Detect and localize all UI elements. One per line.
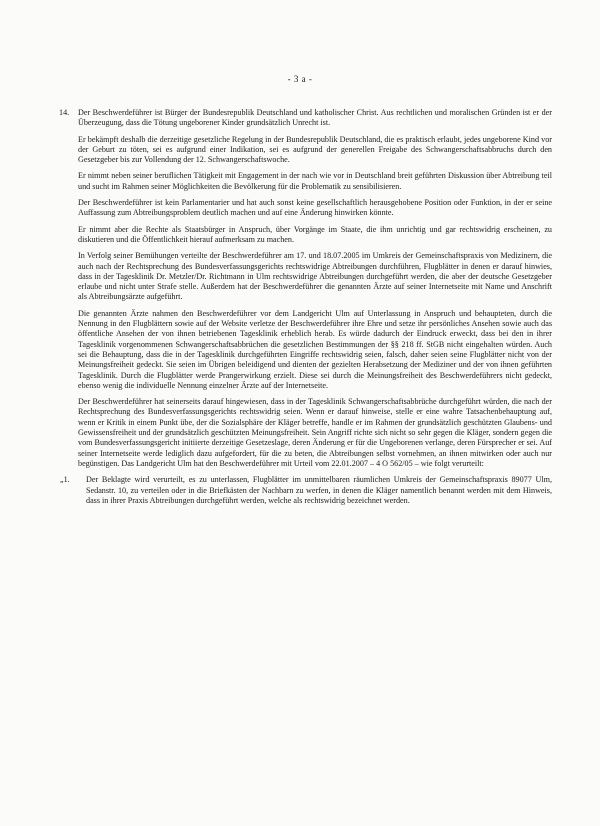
paragraph: Er bekämpft deshalb die derzeitige gesetzliche Regelung in der Bundesrepublik Deutschland, die es praktisch erlaubt, jedes ungeborene Kind vor der Geburt zu töten, sei es aufgrund einer Indikation, sei es aufgrund der generellen Freigabe des Schwangerschaftsabbruchs durch den Gesetzgeber bis zur Vollendung der 12. Schwangerschaftswoche. <box>78 134 552 165</box>
quote-number: „1. <box>60 475 70 485</box>
paragraph: In Verfolg seiner Bemühungen verteilte der Beschwerdeführer am 17. und 18.07.2005 im Umkreis der Gemeinschaftspraxis von Medizinern, die auch nach der Rechtsprechung des Bundesverfassungsgerichts rechtswidrige Abtreibungen durchführen, Flugblätter in denen er darauf hinwies, dass in der Tagesklinik Dr. Metzler/Dr. Richtmann in Ulm rechtswidrige Abtreibungen durchgeführt werden, die aber der deutsche Gesetzgeber erlaube und nicht unter Strafe stelle. Außerdem hat der Beschwerdeführer die genannten Ärzte auf seiner Internetseite mit Name und Anschrift als Abtreibungsärzte aufgeführt. <box>78 251 552 302</box>
paragraph: Die genannten Ärzte nahmen den Beschwerdeführer vor dem Landgericht Ulm auf Unterlassung in Anspruch und behaupteten, durch die Nennung in den Flugblättern sowie auf der Website verletze der Beschwerdeführer ihre Ehre und setze ihr persönliches Ansehen sowie auch das öffentliche Ansehen der von ihnen betriebenen Tagesklinik erheblich herab. Es würde dadurch der Eindruck erweckt, dass bei den in ihrer Tagesklinik vorgenommenen Schwangerschaftsabbrüchen die gesetzlichen Bestimmungen der §§ 218 ff. StGB nicht eingehalten würden. Auch sei die Behauptung, dass die in der Tagesklinik durchgeführten Eingriffe rechtswidrig seien, falsch, daher seien seine Flugblätter nicht von der Meinungsfreiheit gedeckt. Sie seien im Übrigen beleidigend und dienten der gezielten Herabsetzung der Mediziner und der von ihnen geführten Tagesklinik. Durch die Flugblätter werde Prangerwirkung erzielt. Diese sei durch die Meinungsfreiheit des Beschwerdeführers nicht gedeckt, ebenso wenig die individuelle Nennung einzelner Ärzte auf der Internetseite. <box>78 308 552 390</box>
paragraph: Der Beschwerdeführer ist Bürger der Bundesrepublik Deutschland und katholischer Christ. Aus rechtlichen und moralischen Gründen ist er der Überzeugung, dass die Tötung ungeborener Kinder grundsätzlich Unrecht ist. <box>78 108 552 128</box>
paragraph: Er nimmt neben seiner beruflichen Tätigkeit mit Engagement in der nach wie vor in Deutschland breit geführten Diskussion über Abtreibung teil und sucht im Rahmen seiner Möglichkeiten die Bevölkerung für die Problematik zu sensibilisieren. <box>78 171 552 191</box>
paragraph: Er nimmt aber die Rechte als Staatsbürger in Anspruch, über Vorgänge im Staate, die ihm unrichtig und gar rechtswidrig erscheinen, zu diskutieren und die Öffentlichkeit hierauf aufmerksam zu machen. <box>78 224 552 244</box>
document-body <box>59 108 552 506</box>
paragraph: Der Beschwerdeführer ist kein Parlamentarier und hat auch sonst keine gesellschaftlich herausgehobene Position oder Funktion, in der er seine Auffassung zum Abtreibungsproblem deutlich machen und auf eine Änderung hinwirken könnte. <box>78 198 552 218</box>
numbered-item <box>59 108 552 129</box>
paragraph: Der Beschwerdeführer hat seinerseits darauf hingewiesen, dass in der Tagesklinik Schwangerschaftsabbrüche durchgeführt würden, die nach der Rechtsprechung des Bundesverfassungsgerichts rechtswidrig seien. Wenn er darauf hinweise, stelle er eine wahre Tatsachenbehauptung auf, wenn er Kritik in einem Punkt übe, der die Sozialsphäre der Kläger betreffe, handle er im Rahmen der grundsätzlich geschützten Glaubens- und Gewissensfreiheit und der grundsätzlich geschützten Meinungsfreiheit. Sein Angriff richte sich nicht so sehr gegen die Kläger, sondern gegen die vom Bundesverfassungsgericht initiierte derzeitige Gesetzeslage, deren Änderung er für die Ungeborenen verlange, deren Fürsprecher er sei. Auf seiner Internetseite werde lediglich dazu aufgefordert, für die zu beten, die Abtreibungen selbst vornehmen, an ihnen mitwirken oder auch nur begünstigen. Das Landgericht Ulm hat den Beschwerdeführer mit Urteil vom 22.01.2007 – 4 O 562/05 – wie folgt verurteilt: <box>78 397 552 468</box>
page-number: - 3 a - <box>287 74 313 84</box>
quote-text: Der Beklagte wird verurteilt, es zu unterlassen, Flugblätter im unmittelbaren räumlichen Umkreis der Gemeinschaftspraxis 89077 Ulm, Sedanstr. 10, zu verteilen oder in die Briefkästen der Nachbarn zu werfen, in denen die Kläger namentlich benannt werden mit dem Hinweis, dass in ihrer Praxis Abtreibungen durchgeführt werden, welche als rechtswidrig bezeichnet werden. <box>86 475 552 505</box>
item-number: 14. <box>59 108 70 117</box>
judgment-quote <box>60 475 552 506</box>
